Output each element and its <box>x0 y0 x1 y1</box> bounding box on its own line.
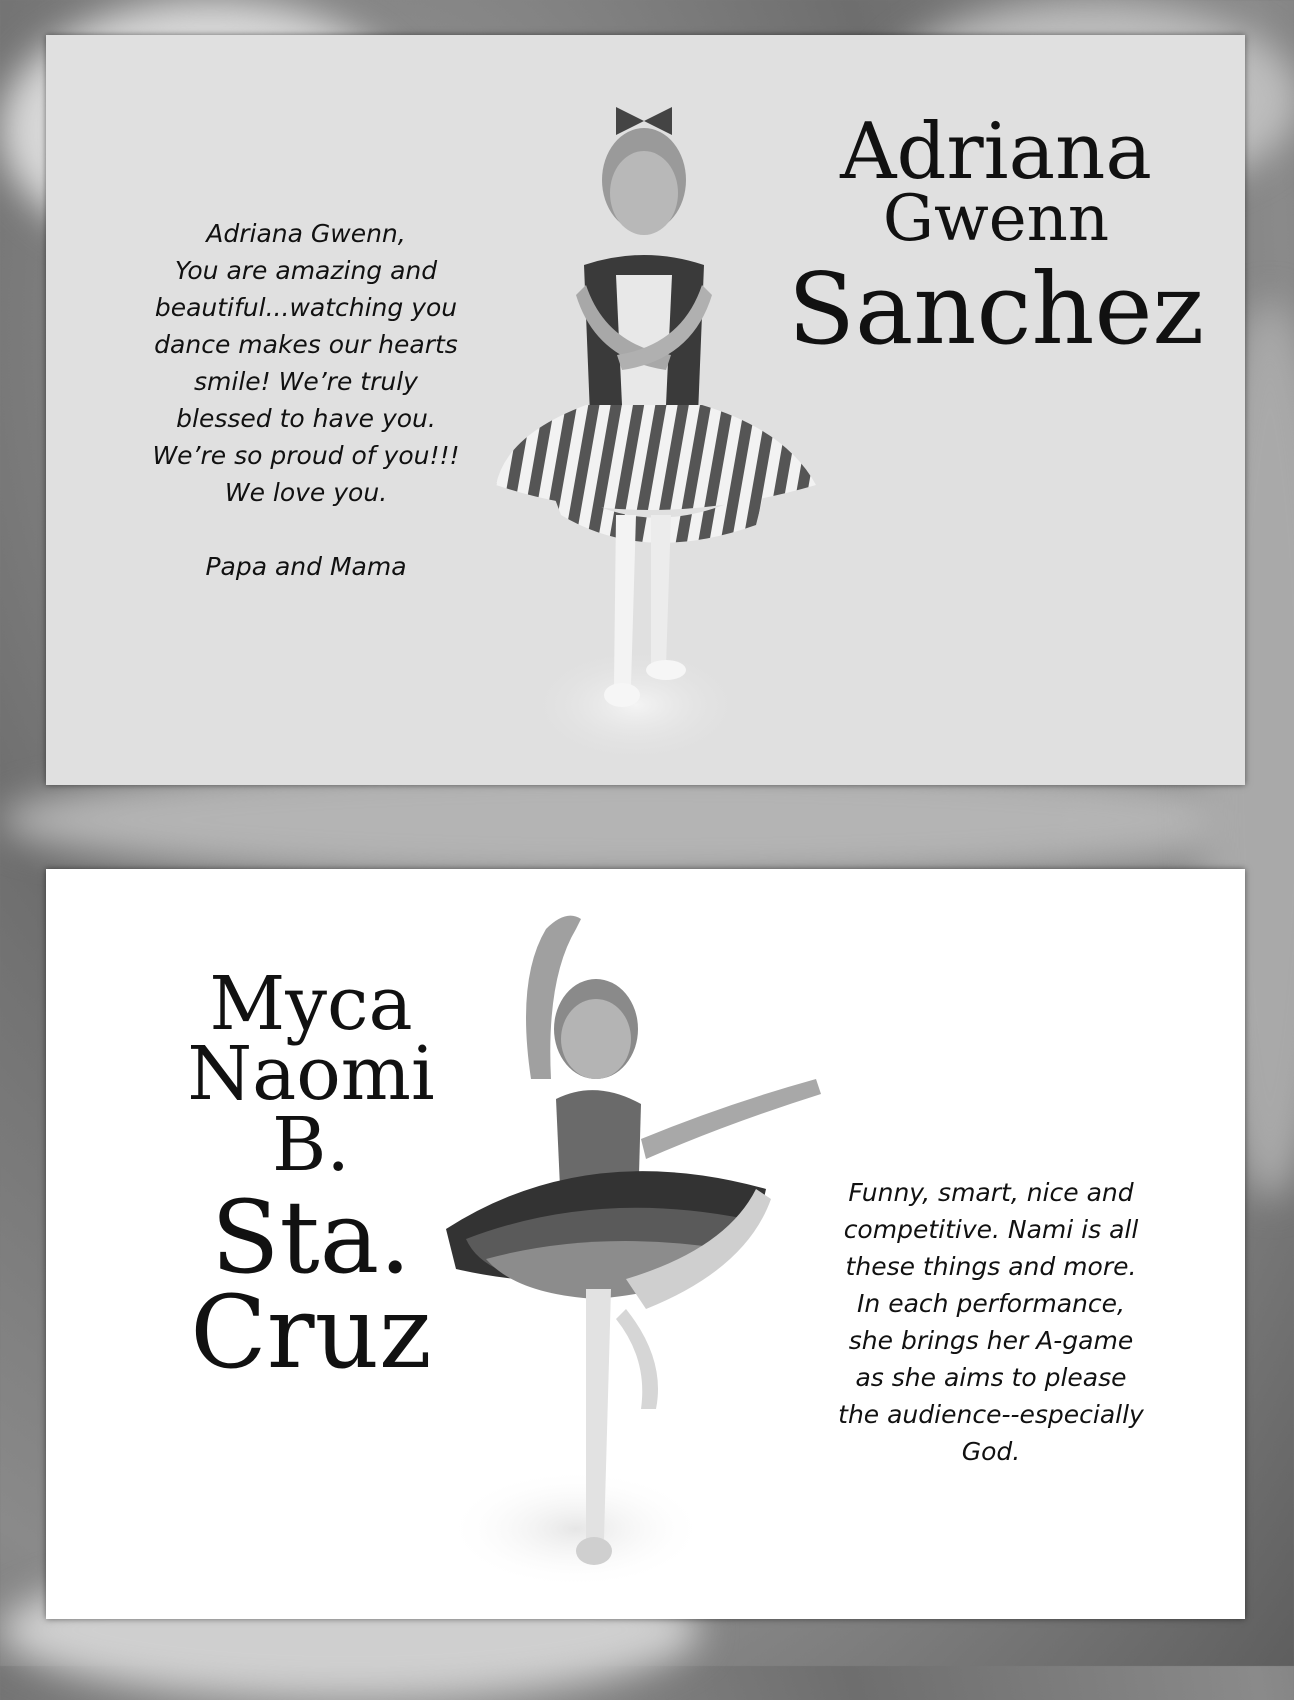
message-line: as she aims to please <box>855 1363 1127 1392</box>
dedication-message <box>826 1174 1156 1470</box>
message-line: You are amazing and <box>174 256 438 285</box>
first-name: Myca <box>209 961 413 1047</box>
dancer-photo <box>426 889 876 1609</box>
dancer-card-adriana <box>46 35 1245 785</box>
message-line: dance makes our hearts <box>154 330 458 359</box>
dancer-card-myca <box>46 869 1245 1619</box>
dedication-message <box>116 215 496 585</box>
message-line: Adriana Gwenn, <box>206 219 406 248</box>
message-line: Funny, smart, nice and <box>848 1178 1134 1207</box>
first-name: Adriana <box>840 107 1152 197</box>
message-line: We love you. <box>224 478 388 507</box>
message-line: In each performance, <box>857 1289 1125 1318</box>
last-name-part: Cruz <box>190 1273 432 1391</box>
message-line: these things and more. <box>845 1252 1137 1281</box>
middle-name: Gwenn <box>882 182 1110 257</box>
message-line: smile! We’re truly <box>194 367 418 396</box>
message-line: God. <box>961 1437 1021 1466</box>
message-line: beautiful...watching you <box>154 293 458 322</box>
last-name-part: Sta. <box>210 1178 412 1296</box>
message-signoff: Papa and Mama <box>205 552 407 581</box>
message-line: the audience--especially <box>838 1400 1144 1429</box>
message-line: she brings her A-game <box>848 1326 1134 1355</box>
middle-name: Naomi <box>187 1031 435 1118</box>
message-line: competitive. Nami is all <box>843 1215 1139 1244</box>
middle-initial: B. <box>272 1101 350 1188</box>
last-name: Sanchez <box>787 252 1205 367</box>
message-line: We’re so proud of you!!! <box>152 441 460 470</box>
dancer-name <box>786 107 1206 367</box>
dancer-name <box>176 961 446 1391</box>
message-line: blessed to have you. <box>176 404 436 433</box>
